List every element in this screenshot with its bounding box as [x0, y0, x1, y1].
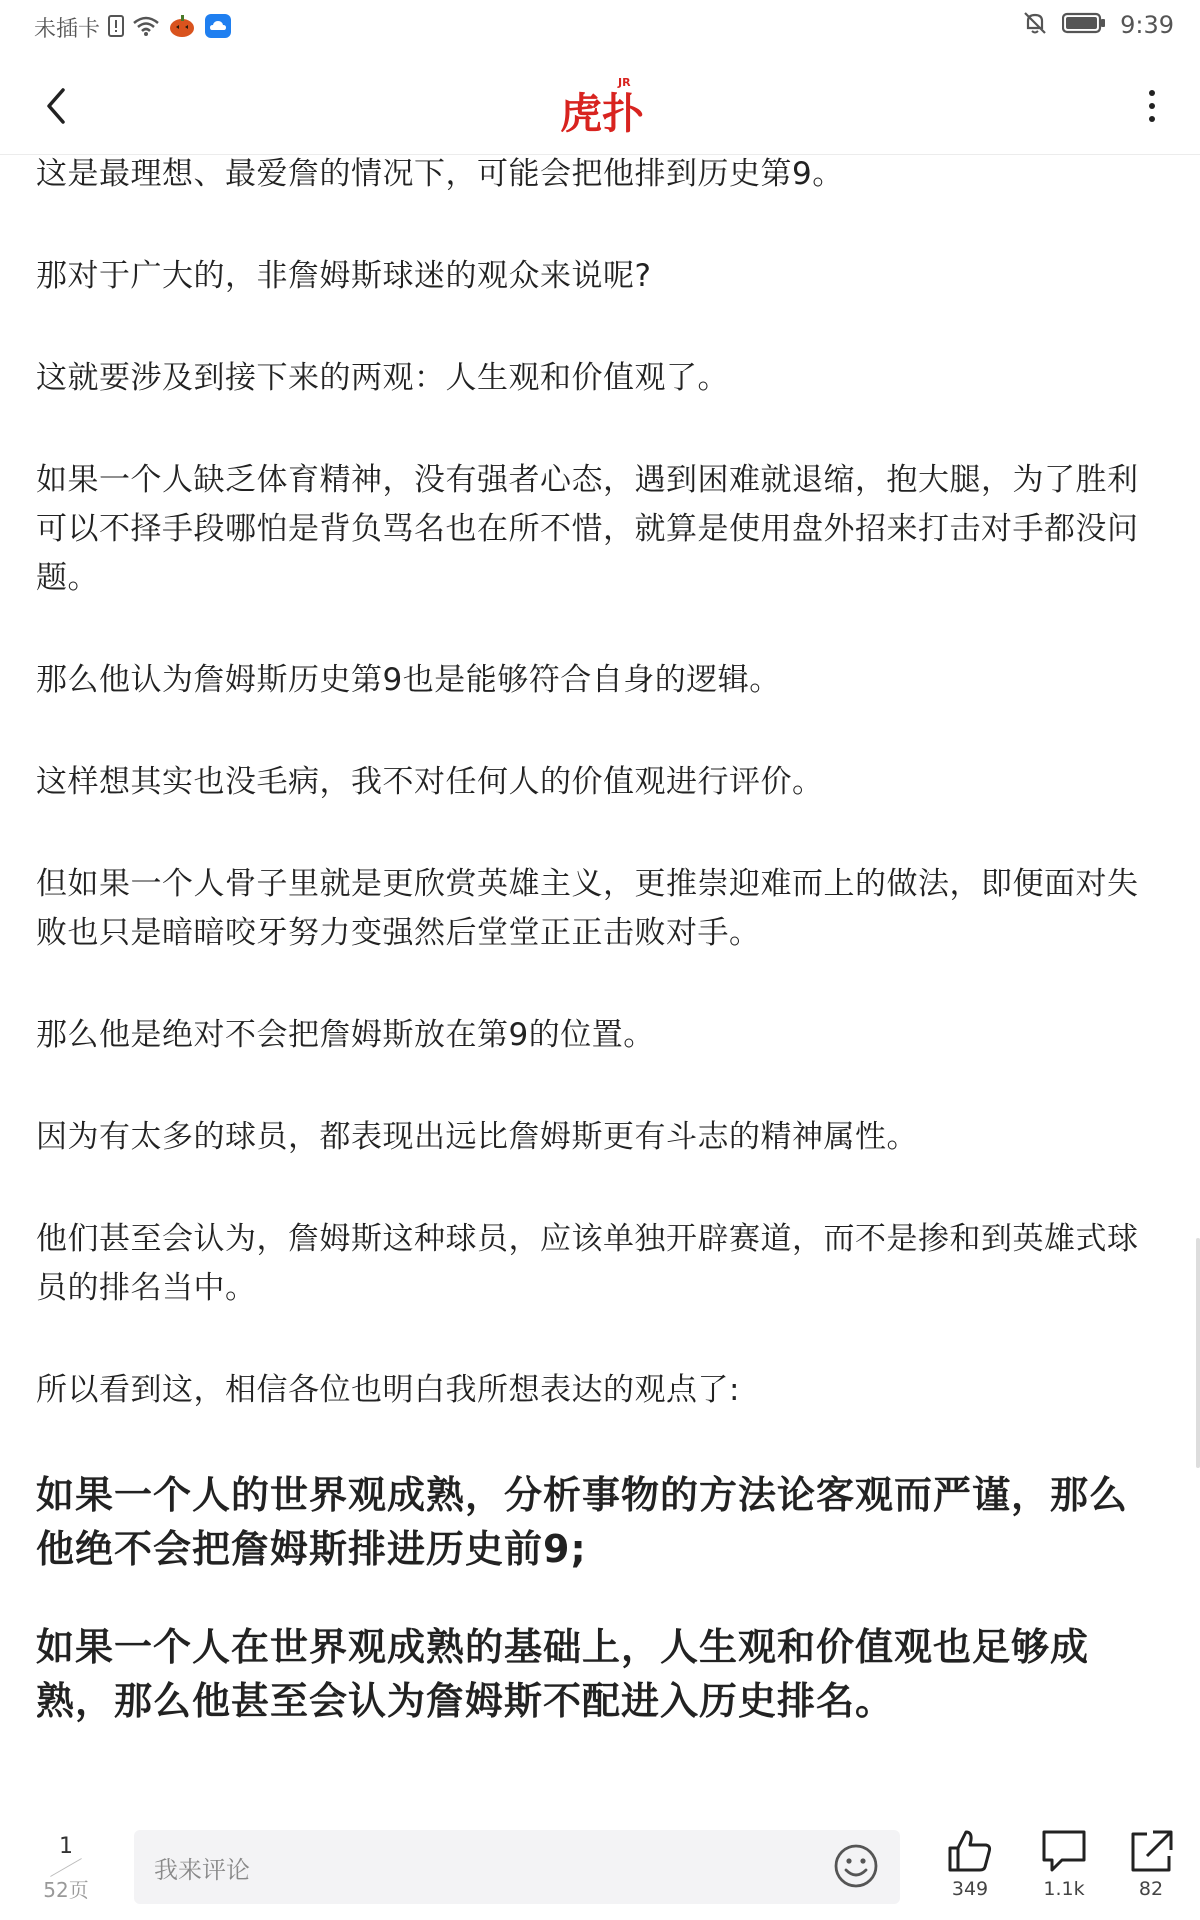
comment-button[interactable]: [1019, 1828, 1109, 1900]
sim-alert-icon: [108, 14, 124, 42]
clock-time: 9:39: [1120, 11, 1174, 39]
article-paragraph: 这是最理想、最爱詹的情况下，可能会把他排到历史第9。: [36, 156, 844, 192]
pumpkin-app-icon: [168, 13, 196, 43]
article-paragraph: 那么他认为詹姆斯历史第9也是能够符合自身的逻辑。: [36, 662, 781, 698]
hupu-logo: [560, 72, 646, 138]
article-paragraph: 这就要涉及到接下来的两观：人生观和价值观了。: [36, 360, 729, 396]
article-paragraph: 这样想其实也没毛病，我不对任何人的价值观进行评价。: [36, 764, 824, 800]
more-vertical-icon: [1149, 90, 1155, 96]
like-button[interactable]: [925, 1828, 1015, 1900]
article-body: [36, 150, 1166, 1772]
article-bold-paragraph: 如果一个人在世界观成熟的基础上，人生观和价值观也足够成熟，那么他甚至会认为詹姆斯不配进入历史排名。: [36, 1625, 1090, 1723]
thumbs-up-icon: [946, 1828, 994, 1874]
article-bold-paragraph: 如果一个人的世界观成熟，分析事物的方法论客观而严谨，那么他绝不会把詹姆斯排进历史前9;: [36, 1473, 1129, 1571]
emoji-button[interactable]: [832, 1842, 880, 1890]
comment-count: 1.1k: [1043, 1878, 1085, 1900]
chevron-left-icon: [41, 86, 71, 126]
comment-placeholder: 我来评论: [154, 1856, 250, 1884]
share-icon: [1127, 1828, 1175, 1874]
share-button[interactable]: [1106, 1828, 1196, 1900]
logo-text: 虎扑: [560, 89, 645, 138]
back-button[interactable]: [28, 78, 84, 134]
article-paragraph: 但如果一个人骨子里就是更欣赏英雄主义，更推崇迎难而上的做法，即便面对失败也只是暗暗咬牙努力变强然后堂堂正正击败对手。: [36, 866, 1139, 951]
article-paragraph: 那么他是绝对不会把詹姆斯放在第9的位置。: [36, 1017, 655, 1053]
article-paragraph: 如果一个人缺乏体育精神，没有强者心态，遇到困难就退缩，抱大腿，为了胜利可以不择手段哪怕是背负骂名也在所不惜，就算是使用盘外招来打击对手都没问题。: [36, 462, 1139, 596]
article-paragraph: 因为有太多的球员，都表现出远比詹姆斯更有斗志的精神属性。: [36, 1119, 918, 1155]
smiley-icon: [832, 1842, 880, 1890]
carrier-text: 未插卡: [34, 17, 101, 42]
page-total: 52页: [43, 1878, 89, 1902]
comment-bubble-icon: [1040, 1828, 1088, 1874]
logo-superscript: JR: [618, 76, 631, 89]
status-bar: [0, 0, 1200, 56]
wifi-icon: [132, 15, 160, 41]
battery-icon: [1062, 11, 1106, 39]
scrollbar-thumb[interactable]: [1196, 1238, 1200, 1468]
bottom-bar: [0, 1822, 1200, 1920]
like-count: 349: [951, 1878, 989, 1900]
title-bar: [0, 58, 1200, 155]
page-current: 1: [59, 1834, 73, 1859]
article-paragraph: 所以看到这，相信各位也明白我所想表达的观点了:: [36, 1372, 740, 1408]
article-paragraph: 那对于广大的，非詹姆斯球迷的观众来说呢?: [36, 258, 652, 294]
more-button[interactable]: [1132, 78, 1172, 134]
comment-input[interactable]: [134, 1830, 900, 1904]
share-count: 82: [1138, 1878, 1164, 1900]
mute-bell-icon: [1022, 10, 1048, 40]
cloud-app-icon: [204, 13, 232, 43]
article-paragraph: 他们甚至会认为，詹姆斯这种球员，应该单独开辟赛道，而不是掺和到英雄式球员的排名当中。: [36, 1221, 1139, 1306]
page-indicator[interactable]: [38, 1834, 94, 1903]
